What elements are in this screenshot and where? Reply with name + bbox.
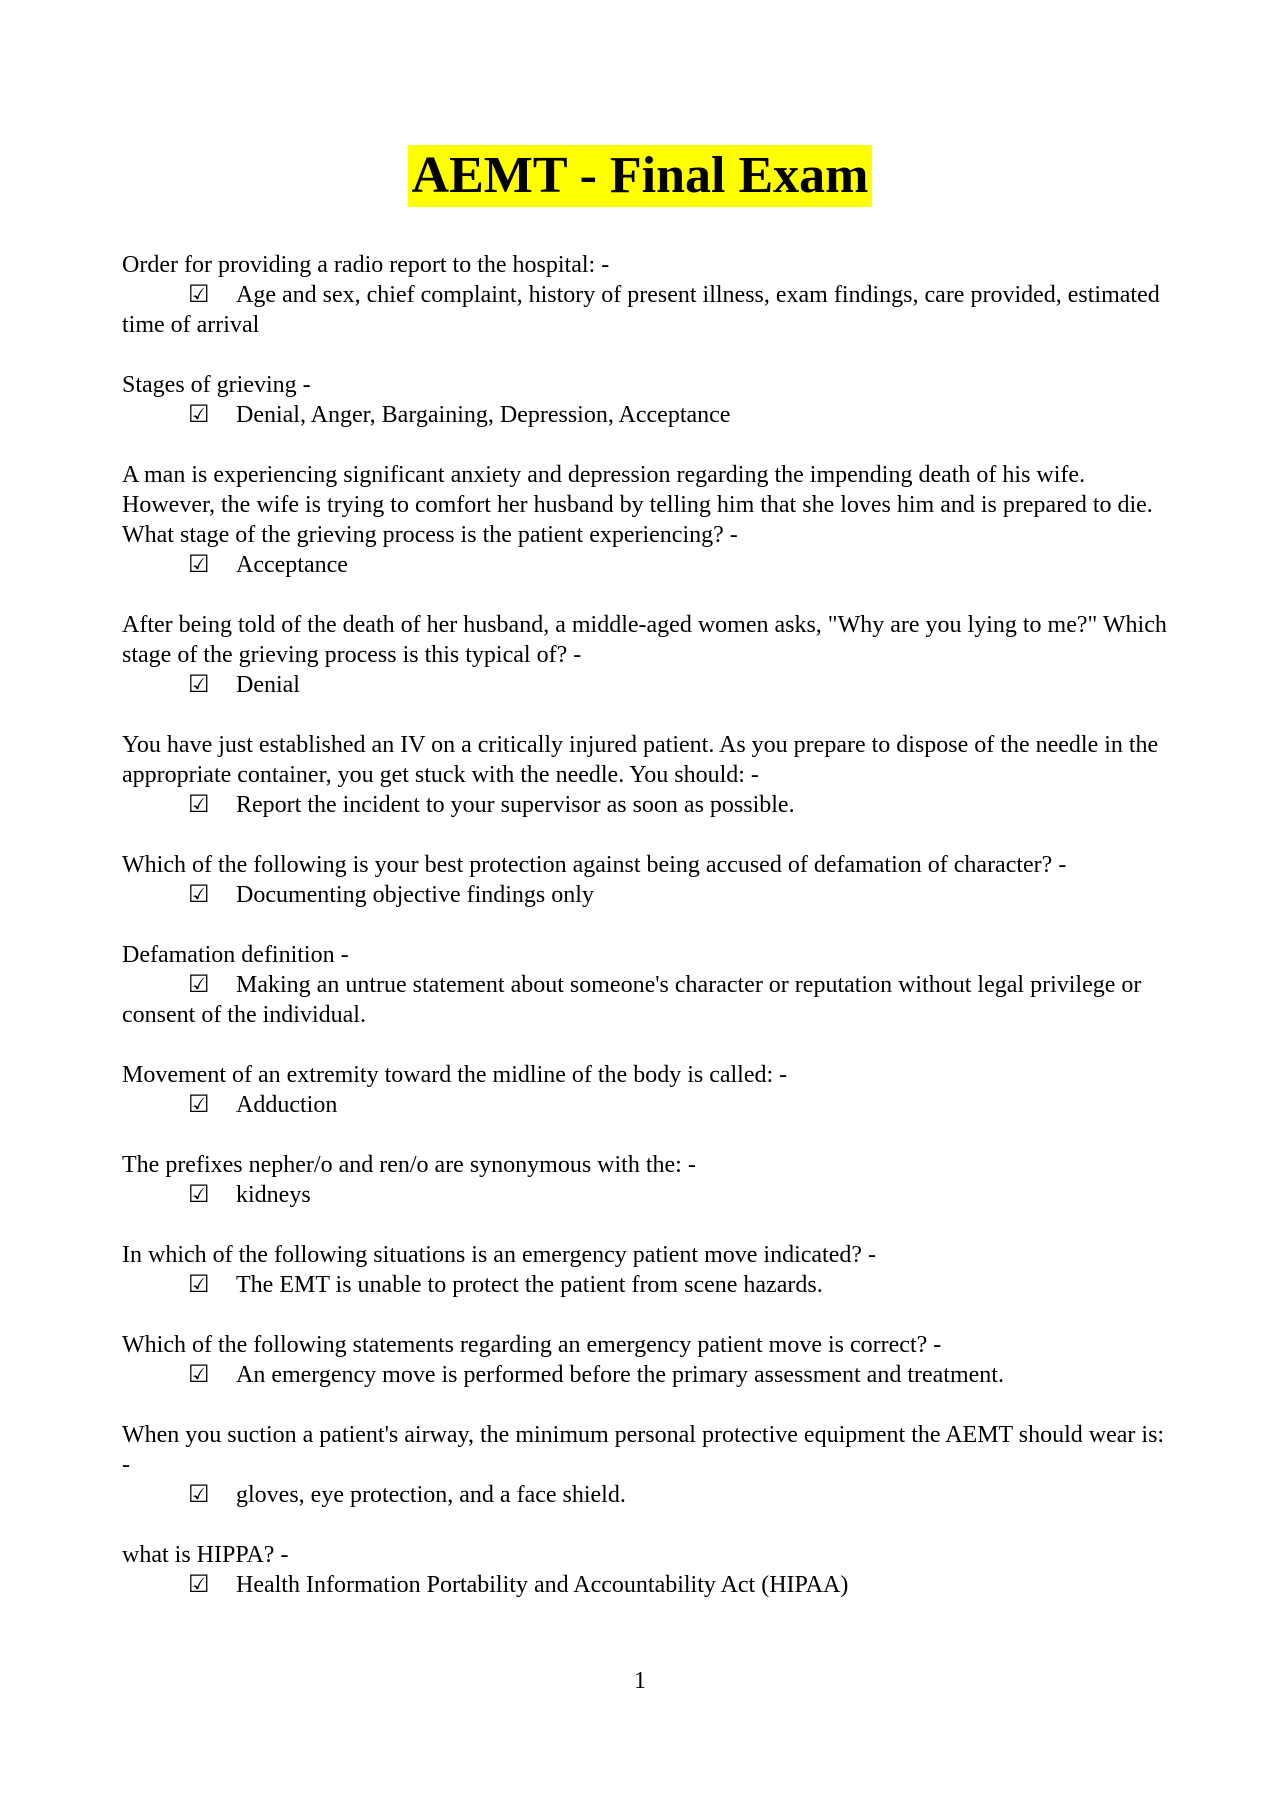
- qa-item: [122, 460, 1172, 580]
- answer-text: Denial, Anger, Bargaining, Depression, Acceptance: [236, 402, 731, 428]
- answer-text: An emergency move is performed before the primary assessment and treatment.: [236, 1362, 1004, 1388]
- checkbox-checked-icon: ☑: [188, 1092, 210, 1118]
- question-text: Which of the following is your best protection against being accused of defamation of character? -: [122, 852, 1067, 878]
- answer-text: Health Information Portability and Accountability Act (HIPAA): [236, 1572, 849, 1598]
- page-number: 1: [634, 1668, 646, 1694]
- question-text: Defamation definition -: [122, 942, 349, 968]
- checkbox-checked-icon: ☑: [188, 1572, 210, 1598]
- question-text: You have just established an IV on a critically injured patient. As you prepare to dispose of the needle in the appropriate container, you get stuck with the needle. You should: -: [122, 732, 1159, 788]
- answer-line: [122, 1180, 1172, 1210]
- checkbox-checked-icon: ☑: [188, 402, 210, 428]
- answer-text: Adduction: [236, 1092, 338, 1118]
- answer-line: [122, 1270, 1172, 1300]
- checkbox-checked-icon: ☑: [188, 1482, 210, 1508]
- question-text: what is HIPPA? -: [122, 1542, 289, 1568]
- question-text: After being told of the death of her husband, a middle-aged women asks, "Why are you lying to me?" Which stage of the grieving process is this typical of? -: [122, 612, 1167, 668]
- qa-item: [122, 1150, 1172, 1210]
- checkbox-checked-icon: ☑: [188, 672, 210, 698]
- checkbox-checked-icon: ☑: [188, 282, 210, 308]
- question-text: In which of the following situations is an emergency patient move indicated? -: [122, 1242, 877, 1268]
- answer-line: [122, 400, 1172, 430]
- question-text: A man is experiencing significant anxiety and depression regarding the impending death of his wife. However, the wife is trying to comfort her husband by telling him that she loves him and is prepared to die. What stage of the grieving process is the patient experiencing? -: [122, 462, 1153, 548]
- answer-text: The EMT is unable to protect the patient from scene hazards.: [236, 1272, 823, 1298]
- answer-line: [122, 880, 1172, 910]
- answer-line: [122, 970, 1172, 1030]
- checkbox-checked-icon: ☑: [188, 792, 210, 818]
- qa-item: [122, 730, 1172, 820]
- qa-item: [122, 250, 1172, 340]
- question-text: Which of the following statements regarding an emergency patient move is correct? -: [122, 1332, 942, 1358]
- answer-text: Acceptance: [236, 552, 348, 578]
- qa-item: [122, 1330, 1172, 1390]
- answer-line: [122, 280, 1172, 340]
- checkbox-checked-icon: ☑: [188, 1272, 210, 1298]
- checkbox-checked-icon: ☑: [188, 1182, 210, 1208]
- answer-text: Denial: [236, 672, 300, 698]
- answer-line: [122, 1360, 1172, 1390]
- answer-text: Making an untrue statement about someone's character or reputation without legal privilege or consent of the individual.: [122, 972, 1142, 1028]
- checkbox-checked-icon: ☑: [188, 882, 210, 908]
- answer-text: Age and sex, chief complaint, history of present illness, exam findings, care provided, estimated time of arrival: [122, 282, 1160, 338]
- answer-text: Documenting objective findings only: [236, 882, 594, 908]
- question-text: When you suction a patient's airway, the minimum personal protective equipment the AEMT should wear is: -: [122, 1422, 1165, 1478]
- answer-line: [122, 1480, 1172, 1510]
- question-text: The prefixes nepher/o and ren/o are synonymous with the: -: [122, 1152, 696, 1178]
- qa-item: [122, 1420, 1172, 1510]
- question-text: Order for providing a radio report to the hospital: -: [122, 252, 610, 278]
- checkbox-checked-icon: ☑: [188, 972, 210, 998]
- answer-text: gloves, eye protection, and a face shield.: [236, 1482, 626, 1508]
- qa-item: [122, 370, 1172, 430]
- checkbox-checked-icon: ☑: [188, 552, 210, 578]
- qa-item: [122, 1540, 1172, 1600]
- checkbox-checked-icon: ☑: [188, 1362, 210, 1388]
- question-text: Stages of grieving -: [122, 372, 311, 398]
- answer-line: [122, 1090, 1172, 1120]
- answer-line: [122, 790, 1172, 820]
- qa-item: [122, 940, 1172, 1030]
- answer-line: [122, 1570, 1172, 1600]
- answer-text: Report the incident to your supervisor as soon as possible.: [236, 792, 795, 818]
- question-text: Movement of an extremity toward the midline of the body is called: -: [122, 1062, 788, 1088]
- qa-item: [122, 1060, 1172, 1120]
- answer-text: kidneys: [236, 1182, 311, 1208]
- answer-line: [122, 670, 1172, 700]
- qa-item: [122, 610, 1172, 700]
- qa-item: [122, 850, 1172, 910]
- title-container: [0, 145, 1280, 207]
- answer-line: [122, 550, 1172, 580]
- document-title: AEMT - Final Exam: [408, 145, 873, 207]
- qa-list: [122, 250, 1172, 1630]
- qa-item: [122, 1240, 1172, 1300]
